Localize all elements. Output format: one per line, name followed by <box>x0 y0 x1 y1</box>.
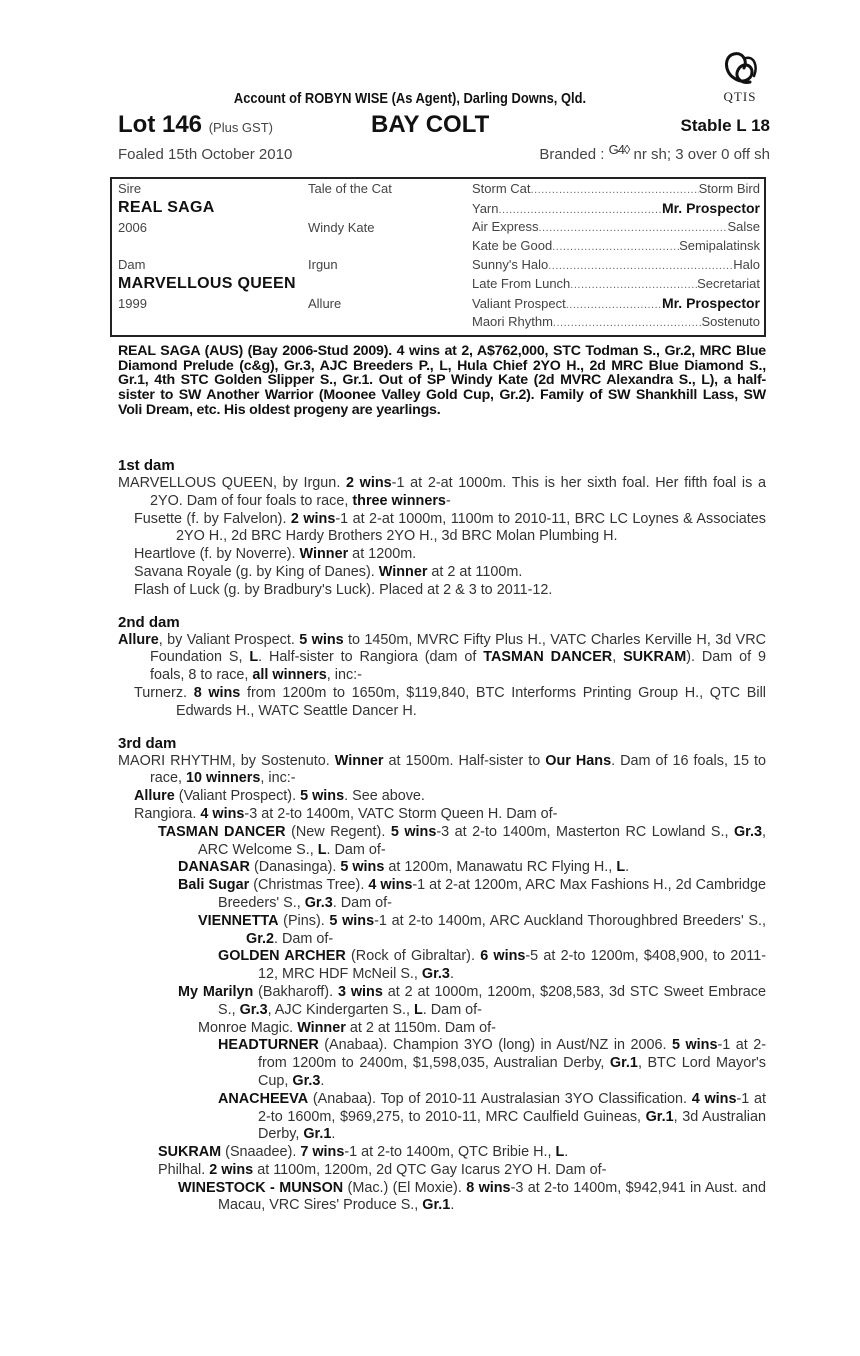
brand-info <box>539 142 770 163</box>
grandparent-row: Valiant Prospect ..... Mr. Prospector <box>472 295 760 313</box>
lot-gst-note: (Plus GST) <box>208 120 273 135</box>
pedigree-entry: Fusette (f. by Falvelon). 2 wins-1 at 2-at 1000m, 1100m to 2010-11, BRC LC Loynes & Associates 2YO H., 2d BRC Hardy Brothers 2YO H., 3d BRC Molan Plumbing H. <box>134 510 767 545</box>
pedigree-entry: VIENNETTA (Pins). 5 wins-1 at 2-to 1400m, ARC Auckland Thoroughbred Breeders' S., Gr.2. Dam of- <box>198 912 766 947</box>
pedigree-entry: HEADTURNER (Anabaa). Champion 3YO (long) in Aust/NZ in 2006. 5 wins-1 at 2-from 1200m to 2400m, $1,598,035, Australian Derby, Gr.1, BTC Lord Mayor's Cup, Gr.3. <box>218 1037 766 1089</box>
section-heading: 2nd dam <box>118 613 180 631</box>
sire-label: Sire <box>118 181 142 196</box>
lot-row <box>118 111 770 141</box>
qtis-logo <box>710 50 770 105</box>
grandparent-row: Sunny's Halo ..... Halo <box>472 257 760 275</box>
pedigree-entry: WINESTOCK - MUNSON (Mac.) (El Moxie). 8 wins-3 at 2-to 1400m, $942,941 in Aust. and Macau, VRC Sires' Produce S., Gr.1. <box>178 1179 766 1214</box>
brand-mark-icon: G4◊ <box>608 142 630 157</box>
pedigree-entry: TASMAN DANCER (New Regent). 5 wins-3 at 2-to 1400m, Masterton RC Lowland S., Gr.3, ARC Welcome S., L. Dam of- <box>158 823 766 858</box>
stable-location: Stable L 18 <box>680 116 770 135</box>
lot-number <box>118 111 273 139</box>
grandparent-row: Air Express ..... Salse <box>472 219 760 237</box>
dam-year: 1999 <box>118 296 147 311</box>
vendor-account: Account of ROBYN WISE (As Agent), Darling Downs, Qld. <box>233 90 587 107</box>
pedigree-entry: Bali Sugar (Christmas Tree). 4 wins-1 at 2-at 1200m, ARC Max Fashions H., 2d Cambridge Breeders' S., Gr.3. Dam of- <box>178 877 766 911</box>
grandparent-row: Yarn ..... Mr. Prospector <box>472 200 760 218</box>
pedigree-entry: Monroe Magic. Winner at 2 at 1150m. Dam of- <box>198 1019 496 1036</box>
pedigree-entry: MAORI RHYTHM, by Sostenuto. Winner at 1500m. Half-sister to Our Hans. Dam of 16 foals, 15 to race, 10 winners, inc:- <box>118 752 766 787</box>
pedigree-entry: Heartlove (f. by Noverre). Winner at 1200m. <box>134 546 417 563</box>
qtis-logo-text: QTIS <box>723 89 757 104</box>
pedigree-entry: Flash of Luck (g. by Bradbury's Luck). Placed at 2 & 3 to 2011-12. <box>134 581 553 598</box>
branded-label: Branded : <box>539 146 605 163</box>
sire-summary: REAL SAGA (AUS) (Bay 2006-Stud 2009). 4 wins at 2, A$762,000, STC Todman S., Gr.2, MRC Blue Diamond Prelude (c&g), Gr.3, AJC Breeders P., L, Hula Chief 2YO H., 2d MRC Blue Diamond S., Gr.1, 4th STC Golden Slipper S., Gr.1. Out of SP Windy Kate (2d MVRC Alexandra S., L), a half-sister to SW Another Warrior (Moonee Valley Gold Cup, Gr.2). Family of SW Shankhill Lass, SW Voli Dream, etc. His oldest progeny are yearlings. <box>118 343 766 418</box>
pedigree-entry: DANASAR (Danasinga). 5 wins at 1200m, Manawatu RC Flying H., L. <box>178 859 630 876</box>
pedigree-entry: My Marilyn (Bakharoff). 3 wins at 2 at 1000m, 1200m, $208,583, 3d STC Sweet Embrace S., Gr.3, AJC Kindergarten S., L. Dam of- <box>178 983 767 1018</box>
dam-sire: Irgun <box>308 257 338 272</box>
foaled-date: Foaled 15th October 2010 <box>118 146 293 163</box>
grandparent-row: Kate be Good ..... Semipalatinsk <box>472 238 760 256</box>
qtis-swirl-icon <box>720 50 760 88</box>
grandparent-row: Storm Cat ..... Storm Bird <box>472 181 760 199</box>
grandparent-row: Late From Lunch ..... Secretariat <box>472 276 760 294</box>
sire-sire: Tale of the Cat <box>308 181 392 196</box>
dam-dam: Allure <box>308 296 342 311</box>
sire-dam: Windy Kate <box>308 220 375 235</box>
sire-name: REAL SAGA <box>118 199 215 216</box>
horse-description: BAY COLT <box>371 111 490 138</box>
pedigree-entry: Allure, by Valiant Prospect. 5 wins to 1450m, MVRC Fifty Plus H., VATC Charles Kerville H, 3d VRC Foundation S, L. Half-sister to Rangiora (dam of TASMAN DANCER, SUKRAM). Dam of 9 foals, 8 to race, all winners, inc:- <box>118 631 767 684</box>
lot-label: Lot 146 <box>118 111 203 138</box>
pedigree-entry: Philhal. 2 wins at 1100m, 1200m, 2d QTC Gay Icarus 2YO H. Dam of- <box>158 1161 607 1178</box>
family-sections <box>118 457 766 1215</box>
pedigree-entry: Rangiora. 4 wins-3 at 2-to 1400m, VATC Storm Queen H. Dam of- <box>134 805 558 822</box>
branded-detail: nr sh; 3 over 0 off sh <box>633 146 770 163</box>
grandparent-row: Maori Rhythm ..... Sostenuto <box>472 314 760 332</box>
dam-label: Dam <box>118 257 146 272</box>
pedigree-entry: Turnerz. 8 wins from 1200m to 1650m, $119,840, BTC Interforms Printing Group H., QTC Bill Edwards H., WATC Seattle Dancer H. <box>134 684 766 719</box>
pedigree-entry: MARVELLOUS QUEEN, by Irgun. 2 wins-1 at 2-at 1000m. This is her sixth foal. Her fifth foal is a 2YO. Dam of four foals to race, three winners- <box>118 475 766 509</box>
dam-name: MARVELLOUS QUEEN <box>118 275 296 292</box>
pedigree-table <box>110 177 766 337</box>
pedigree-entry: ANACHEEVA (Anabaa). Top of 2010-11 Australasian 3YO Classification. 4 wins-1 at 2-to 1600m, $969,275, to 2010-11, MRC Caulfield Guineas, Gr.1, 3d Australian Derby, Gr.1. <box>218 1090 766 1143</box>
pedigree-entry: Savana Royale (g. by King of Danes). Winner at 2 at 1100m. <box>134 563 523 580</box>
pedigree-entry: Allure (Valiant Prospect). 5 wins. See above. <box>134 788 425 805</box>
pedigree-entry: SUKRAM (Snaadee). 7 wins-1 at 2-to 1400m, QTC Bribie H., L. <box>158 1144 569 1161</box>
sire-year: 2006 <box>118 220 147 235</box>
pedigree-entry: GOLDEN ARCHER (Rock of Gibraltar). 6 wins-5 at 2-to 1200m, $408,900, to 2011-12, MRC HDF McNeil S., Gr.3. <box>218 948 766 983</box>
section-heading: 3rd dam <box>118 734 177 752</box>
section-heading: 1st dam <box>118 457 175 474</box>
